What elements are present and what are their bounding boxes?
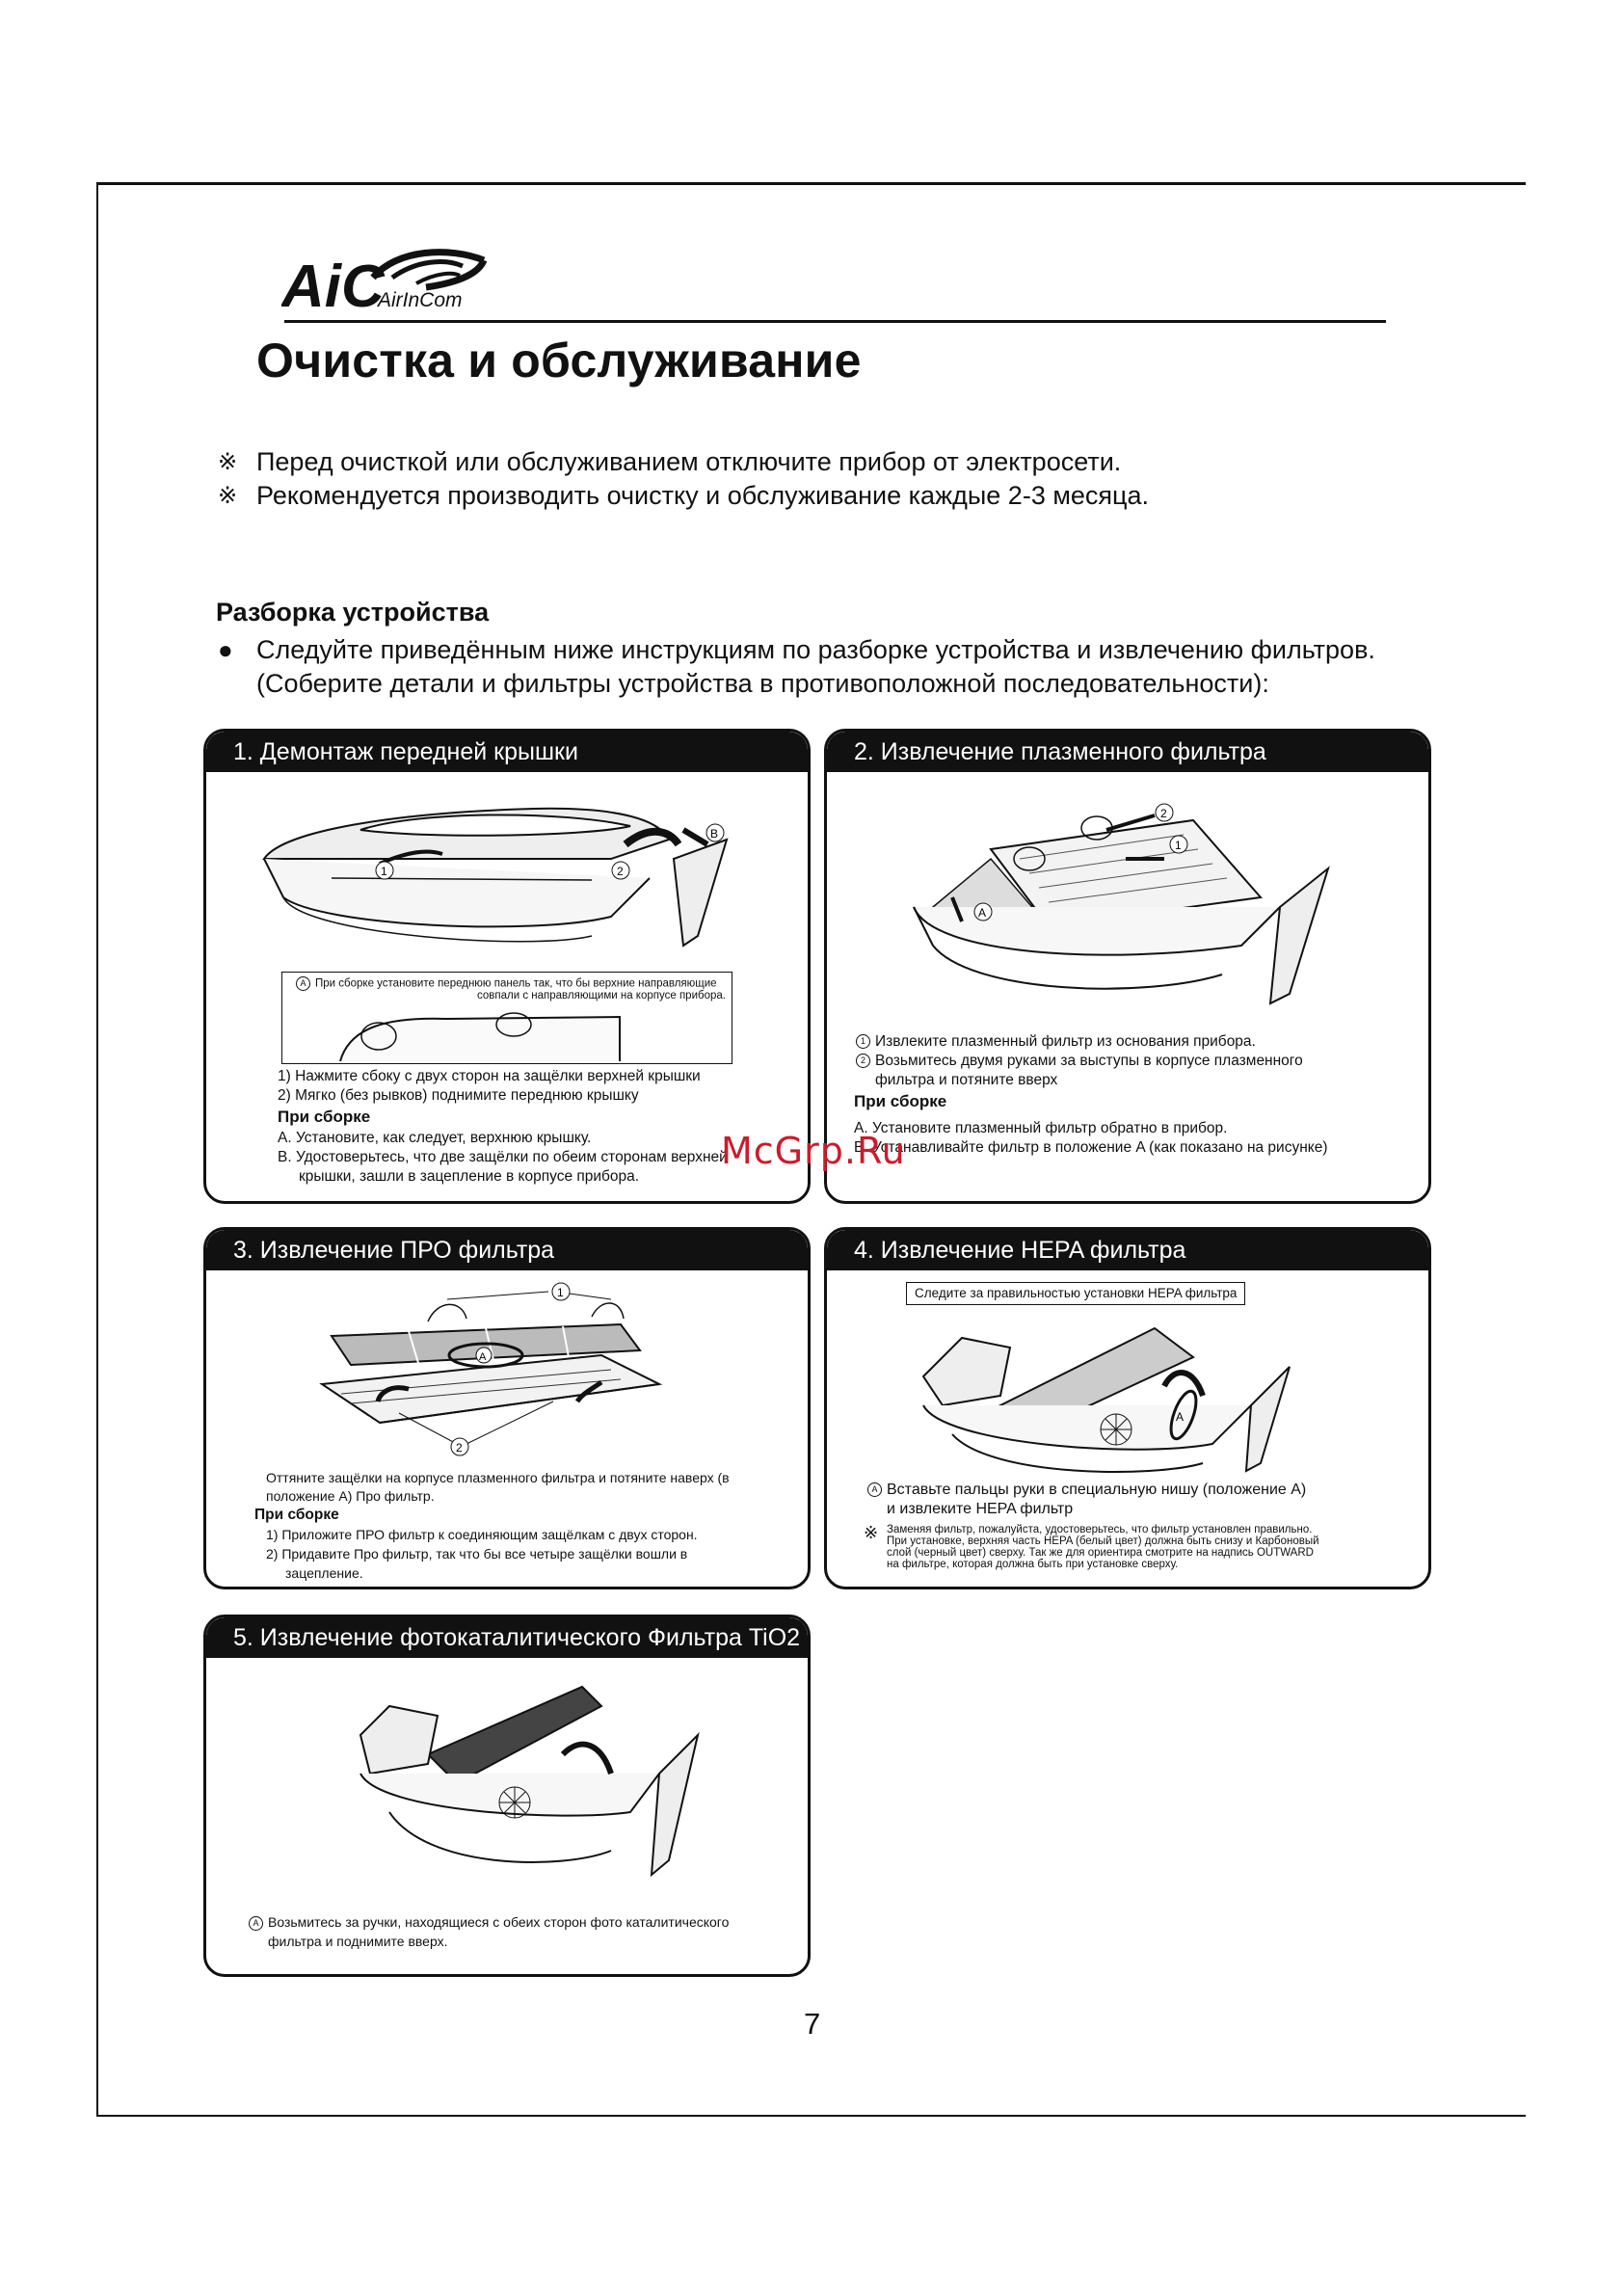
left-border <box>96 182 98 2117</box>
panel-plasma-filter <box>824 729 1431 1204</box>
note-text: Рекомендуется производить очистку и обслуживание каждые 2-3 месяца. <box>256 481 1150 510</box>
boxed-note: Следите за правильностью установки HEPA фильтра <box>906 1282 1245 1305</box>
watermark: McGrp.Ru <box>721 1130 906 1172</box>
assembly-b: B. Устанавливайте фильтр в положение A (как показано на рисунке) <box>854 1139 1328 1156</box>
fig-label: 1 <box>381 865 387 878</box>
panel-title: 3. Извлечение ПРО фильтра <box>206 1230 808 1270</box>
fig-label: 2 <box>617 865 624 878</box>
line-2: положение A) Про фильтр. <box>266 1488 435 1504</box>
panel-hepa-filter <box>824 1227 1431 1589</box>
note-2 <box>218 479 1471 513</box>
brand-logo <box>281 239 493 316</box>
step-mark: 2 <box>856 1054 870 1068</box>
note-text: Перед очисткой или обслуживанием отключите прибор от электросети. <box>256 447 1122 476</box>
step-1: 1) Приложите ПРО фильтр к соединяющим защёлкам с двух сторон. <box>266 1527 698 1542</box>
bullet-dot: ● <box>218 635 233 664</box>
fig-label: A <box>1176 1410 1185 1424</box>
assembly-a: A. Установите плазменный фильтр обратно в прибор. <box>854 1120 1228 1136</box>
page-number: 7 <box>804 2007 821 2041</box>
panel-title: 1. Демонтаж передней крышки <box>206 732 808 772</box>
top-border <box>96 182 1526 185</box>
warning-line-3: слой (черный цвет) сверху. Так же для ориентира смотрите на надпись OUTWARD <box>887 1547 1314 1559</box>
step-2b: зацепление. <box>285 1565 363 1581</box>
callout-mark: A <box>296 976 310 991</box>
assembly-title: При сборке <box>254 1507 339 1523</box>
bottom-border <box>96 2115 1526 2117</box>
step-mark: 1 <box>856 1034 870 1049</box>
assembly-title: При сборке <box>278 1108 371 1126</box>
fig-label: 2 <box>1160 807 1167 820</box>
fig-label: B <box>710 827 719 841</box>
step-mark: A <box>867 1482 882 1497</box>
panel-pro-filter <box>203 1227 811 1589</box>
section-heading: Разборка устройства <box>216 598 490 627</box>
panel-title: 2. Извлечение плазменного фильтра <box>827 732 1428 772</box>
panel-title: 5. Извлечение фотокаталитического Фильтра TiO2 <box>206 1617 808 1658</box>
logo-name: AirInCom <box>378 289 463 311</box>
callout-line-2: совпали с направляющими на корпусе прибора. <box>477 990 726 1001</box>
line-1: Оттяните защёлки на корпусе плазменного фильтра и потяните наверх (в <box>266 1470 730 1485</box>
line-2: и извлеките HEPA фильтр <box>887 1501 1074 1517</box>
panel-title: 4. Извлечение HEPA фильтра <box>827 1230 1428 1270</box>
note-1 <box>218 445 1471 479</box>
step-2: 2) Мягко (без рывков) поднимите переднюю крышку <box>278 1087 639 1104</box>
step-2a: Возьмитесь двумя руками за выступы в корпусе плазменного <box>875 1053 1303 1069</box>
intro-line-2: (Соберите детали и фильтры устройства в противоположной последовательности): <box>256 669 1269 698</box>
callout-a-box <box>281 972 732 1064</box>
fig-label: 2 <box>456 1441 463 1455</box>
step-2b: фильтра и потяните вверх <box>875 1072 1058 1088</box>
panel-tio2-filter <box>203 1615 811 1977</box>
tio2-filter-illustration <box>341 1677 707 1889</box>
front-cover-illustration <box>245 791 785 955</box>
fig-label: A <box>978 906 987 920</box>
line-1: Вставьте пальцы руки в специальную нишу (положение A) <box>887 1482 1307 1498</box>
warning-line-1: Заменяя фильтр, пожалуйста, удостоверьтесь, что фильтр установлен правильно. <box>887 1524 1313 1535</box>
callout-line-1: При сборке установите переднюю панель так, что бы верхние направляющие <box>315 977 717 990</box>
fig-label: 1 <box>557 1286 564 1299</box>
step-1: 1) Нажмите сбоку с двух сторон на защёлки верхней крышки <box>278 1068 701 1084</box>
line-1: Возьмитесь за ручки, находящиеся с обеих сторон фото каталитического <box>268 1914 730 1930</box>
intro-line-1: Следуйте приведённым ниже инструкциям по разборке устройства и извлечению фильтров. <box>256 635 1375 664</box>
warning-line-4: на фильтре, которая должна быть при установке сверху. <box>887 1559 1179 1570</box>
hepa-filter-illustration <box>904 1299 1367 1473</box>
pro-filter-illustration <box>303 1278 746 1461</box>
page-title: Очистка и обслуживание <box>256 334 862 387</box>
notes <box>218 445 1471 513</box>
plasma-filter-illustration <box>875 801 1396 1032</box>
warning-mark: ※ <box>864 1523 879 1542</box>
section-intro <box>218 633 1500 701</box>
fig-label: 1 <box>1175 839 1182 852</box>
panel-front-cover <box>203 729 811 1204</box>
step-1: Извлеките плазменный фильтр из основания прибора. <box>875 1033 1256 1050</box>
assembly-b-1: B. Удостоверьтесь, что две защёлки по обеим сторонам верхней <box>278 1149 728 1165</box>
assembly-a: A. Установите, как следует, верхнюю крышку. <box>278 1130 592 1146</box>
fig-label: A <box>479 1351 487 1363</box>
warning-line-2: При установке, верхняя часть HEPA (белый цвет) должна быть снизу и Карбоновый <box>887 1535 1319 1547</box>
step-mark: A <box>249 1916 263 1931</box>
header-rule <box>284 320 1386 323</box>
assembly-title: При сборке <box>854 1092 947 1110</box>
step-2a: 2) Придавите Про фильтр, так что бы все четыре защёлки вошли в <box>266 1546 688 1562</box>
assembly-b-2: крышки, зашли в зацепление в корпусе прибора. <box>299 1168 640 1185</box>
line-2: фильтра и поднимите вверх. <box>268 1934 448 1949</box>
note-mark: ※ <box>218 483 238 509</box>
logo-mark: AiC <box>281 254 385 316</box>
note-mark: ※ <box>218 449 238 475</box>
